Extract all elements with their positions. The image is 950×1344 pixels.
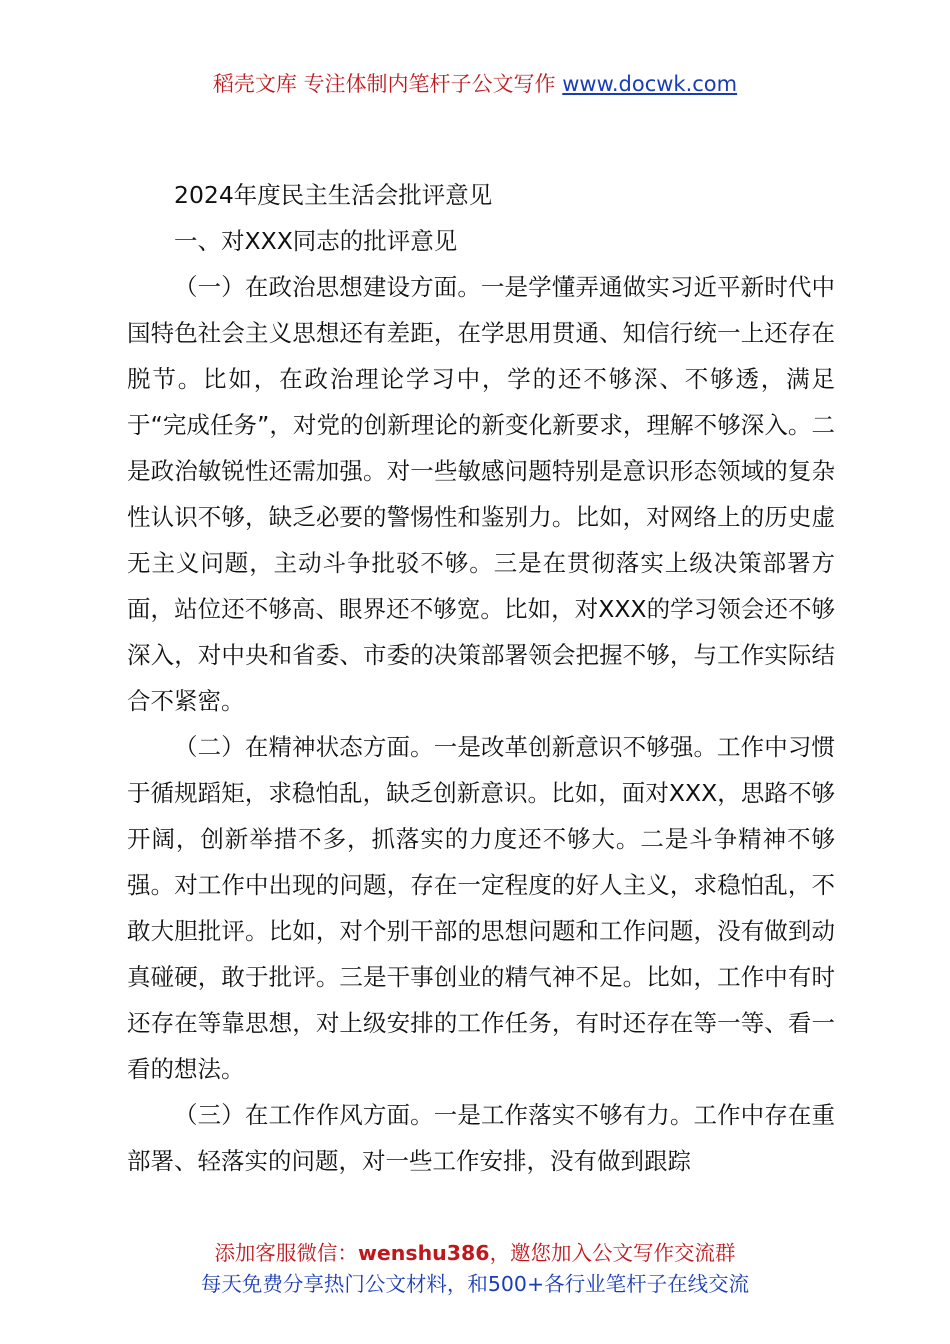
brand-text: 稻壳文库 专注体制内笔杆子公文写作 bbox=[212, 72, 556, 96]
footer-line-contact bbox=[0, 1238, 950, 1269]
wechat-id: wenshu386 bbox=[357, 1241, 490, 1265]
paragraph-work-style: （三）在工作作风方面。一是工作落实不够有力。工作中存在重部署、轻落实的问题，对一些工作安排，没有做到跟踪 bbox=[127, 1101, 835, 1175]
footer-suffix: ，邀您加入公文写作交流群 bbox=[489, 1241, 736, 1265]
watermark-header bbox=[0, 68, 950, 100]
footer-line-share: 每天免费分享热门公文材料，和500+各行业笔杆子在线交流 bbox=[200, 1272, 750, 1296]
site-link[interactable]: www.docwk.com bbox=[562, 72, 738, 96]
paragraph-spirit: （二）在精神状态方面。一是改革创新意识不够强。工作中习惯于循规蹈矩，求稳怕乱，缺乏创新意识。比如，面对XXX，思路不够开阔，创新举措不多，抓落实的力度还不够大。二是斗争精神不够强。对工作中出现的问题，存在一定程度的好人主义，求稳怕乱，不敢大胆批评。比如，对个别干部的思想问题和工作问题，没有做到动真碰硬，敢于批评。三是干事创业的精气神不足。比如，工作中有时还存在等靠思想，对上级安排的工作任务，有时还存在等一等、看一看的想法。 bbox=[127, 733, 835, 1083]
footer-prefix: 添加客服微信： bbox=[214, 1241, 358, 1265]
section-heading: 一、对XXX同志的批评意见 bbox=[174, 227, 458, 255]
promo-footer bbox=[0, 1238, 950, 1300]
document-body bbox=[127, 172, 835, 1184]
document-title: 2024年度民主生活会批评意见 bbox=[174, 181, 493, 209]
paragraph-political: （一）在政治思想建设方面。一是学懂弄通做实习近平新时代中国特色社会主义思想还有差距，在学思用贯通、知信行统一上还存在脱节。比如，在政治理论学习中，学的还不够深、不够透，满足于“完成任务”，对党的创新理论的新变化新要求，理解不够深入。二是政治敏锐性还需加强。对一些敏感问题特别是意识形态领域的复杂性认识不够，缺乏必要的警惕性和鉴别力。比如，对网络上的历史虚无主义问题，主动斗争批驳不够。三是在贯彻落实上级决策部署方面，站位还不够高、眼界还不够宽。比如，对XXX的学习领会还不够深入，对中央和省委、市委的决策部署领会把握不够，与工作实际结合不紧密。 bbox=[127, 273, 835, 715]
